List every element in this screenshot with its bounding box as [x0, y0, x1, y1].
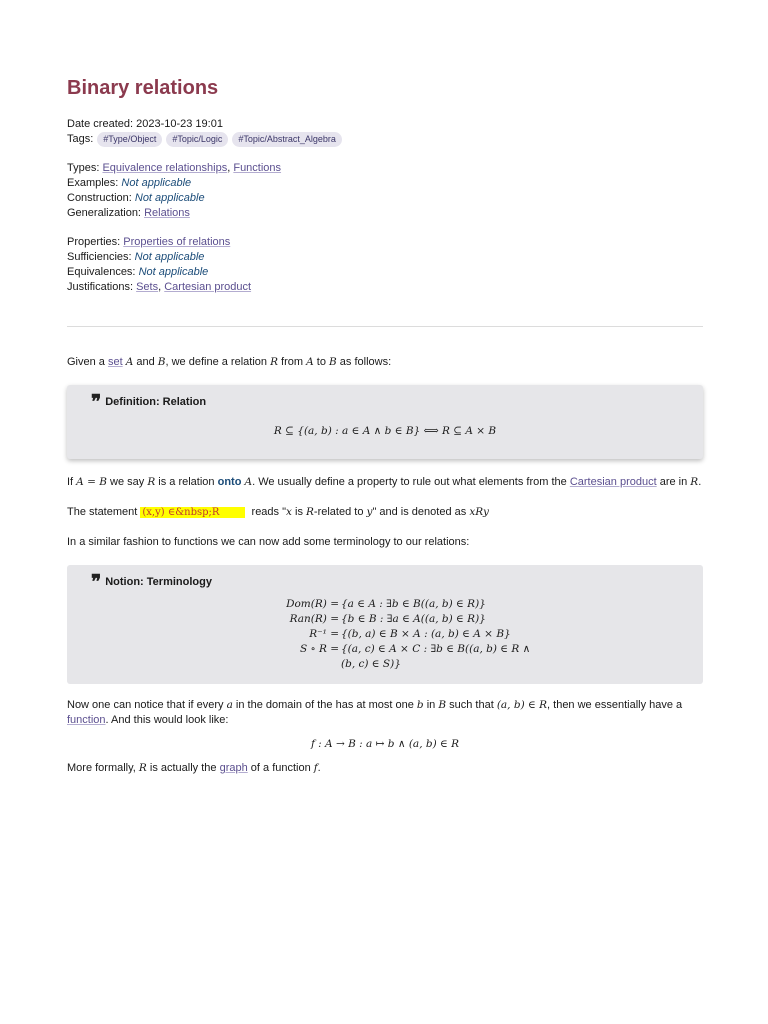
- intro-text-2: and: [133, 356, 158, 368]
- page-title: Binary relations: [67, 77, 219, 99]
- math-x: x: [286, 506, 292, 518]
- math-r-5: R: [138, 762, 147, 774]
- quote-icon-2: ❞: [91, 571, 102, 593]
- eq-row-inverse: [229, 627, 541, 642]
- eq-rhs-inverse: {(b, a) ∈ B × A : (a, b) ∈ A × B}: [341, 628, 511, 640]
- definition-title: Definition: Relation: [105, 396, 207, 408]
- onto-text-3: is a relation: [155, 476, 218, 488]
- similar-paragraph: In a similar fashion to functions we can now add some terminology to our relations:: [67, 536, 470, 548]
- notice-text-6: . And this would look like:: [105, 714, 229, 726]
- date-label: Date created:: [67, 118, 134, 130]
- eq-row-dom: [229, 597, 541, 612]
- types-label: Types:: [67, 162, 100, 174]
- math-r-2: R: [147, 476, 156, 488]
- terminology-title: Notion: Terminology: [105, 576, 212, 588]
- statement-text-1: The statement: [67, 506, 141, 518]
- examples-value: Not applicable: [121, 177, 192, 189]
- onto-text-1: If: [67, 476, 77, 488]
- link-cartesian-product[interactable]: Cartesian product: [164, 281, 252, 293]
- justifications-label: Justifications:: [67, 281, 134, 293]
- intro-text-6: as follows:: [336, 356, 392, 368]
- intro-text-3: , we define a relation: [165, 356, 271, 368]
- terminology-title-row: [91, 571, 679, 593]
- math-ab-in-r: (a, b) ∈ R: [496, 699, 548, 711]
- onto-text-4: . We usually define a property to rule out what elements from the: [252, 476, 570, 488]
- link-equivalence-relationships[interactable]: Equivalence relationships: [102, 162, 228, 174]
- equivalences-label: Equivalences:: [67, 266, 136, 278]
- eq-row-ran: [229, 612, 541, 627]
- notice-paragraph: [67, 698, 703, 728]
- eq-lhs-ran: Ran(R) =: [289, 613, 339, 625]
- math-b-2: B: [329, 356, 337, 368]
- statement-text-2: reads ": [251, 506, 287, 518]
- statement-text-4: -related to: [313, 506, 367, 518]
- link-graph[interactable]: graph: [219, 762, 248, 774]
- generalization-row: [67, 206, 703, 221]
- eq-rhs-ran: {b ∈ B : ∃a ∈ A((a, b) ∈ R)}: [341, 613, 486, 625]
- intro-text-1: Given a: [67, 356, 108, 368]
- terminology-equations: [91, 597, 679, 672]
- generalization-label: Generalization:: [67, 207, 141, 219]
- terminology-callout: [67, 565, 703, 684]
- examples-label: Examples:: [67, 177, 119, 189]
- construction-label: Construction:: [67, 192, 132, 204]
- math-a-3: A: [244, 476, 253, 488]
- tag-topic-logic[interactable]: #Topic/Logic: [166, 132, 228, 147]
- link-relations[interactable]: Relations: [144, 207, 190, 219]
- divider: [67, 326, 703, 327]
- eq-row-composition: [229, 642, 541, 672]
- types-row: Types: Equivalence relationships, Functions: [67, 162, 282, 174]
- properties-block: [67, 235, 703, 295]
- statement-text-3: is: [291, 506, 306, 518]
- onto-keyword: onto: [217, 476, 242, 488]
- definition-callout: [67, 385, 703, 459]
- math-r-3: R: [690, 476, 699, 488]
- notice-text-4: such that: [446, 699, 497, 711]
- tag-topic-abstract-algebra[interactable]: #Topic/Abstract_Algebra: [232, 132, 342, 147]
- sufficiencies-value: Not applicable: [134, 251, 205, 263]
- eq-rhs-composition: {(a, c) ∈ A × C : ∃b ∈ B((a, b) ∈ R ∧ (b, c) ∈ S)}: [341, 643, 531, 670]
- sufficiencies-row: [67, 250, 703, 265]
- properties-row: [67, 235, 703, 250]
- onto-text-5: are in: [656, 476, 691, 488]
- examples-row: [67, 176, 703, 191]
- sufficiencies-label: Sufficiencies:: [67, 251, 132, 263]
- definition-formula: R ⊆ {(a, b) : a ∈ A ∧ b ∈ B} ⟺ R ⊆ A × B: [273, 425, 497, 437]
- link-functions[interactable]: Functions: [233, 162, 282, 174]
- formally-text-4: .: [317, 762, 321, 774]
- eq-lhs-composition: S ∘ R =: [299, 643, 339, 655]
- notice-text-3: in: [423, 699, 439, 711]
- date-value: 2023-10-23 19:01: [136, 118, 223, 130]
- link-set[interactable]: set: [107, 356, 123, 368]
- properties-label: Properties:: [67, 236, 121, 248]
- statement-text-5: " and is denoted as: [372, 506, 470, 518]
- math-a-eq-b: A = B: [76, 476, 107, 488]
- notice-text-5: , then we essentially have a: [547, 699, 683, 711]
- justifications-row: Justifications: Sets, Cartesian product: [67, 281, 252, 293]
- math-b-3: B: [438, 699, 447, 711]
- equivalences-row: [67, 265, 703, 280]
- statement-paragraph: [67, 505, 703, 520]
- math-y: y: [366, 506, 373, 518]
- notice-text-2: in the domain of the has at most one: [232, 699, 417, 711]
- onto-text-6: .: [698, 476, 702, 488]
- formally-text-2: is actually the: [146, 762, 220, 774]
- intro-paragraph: [67, 355, 703, 370]
- formally-text-3: of a function: [247, 762, 314, 774]
- link-cartesian-product-2[interactable]: Cartesian product: [569, 476, 657, 488]
- math-f: f: [313, 762, 318, 774]
- tag-type-object[interactable]: #Type/Object: [97, 132, 162, 147]
- definition-title-row: [91, 391, 679, 413]
- onto-text-2: we say: [106, 476, 148, 488]
- eq-rhs-dom: {a ∈ A : ∃b ∈ B((a, b) ∈ R)}: [341, 598, 486, 610]
- notice-text-1: Now one can notice that if every: [67, 699, 227, 711]
- function-formula: f : A → B : a ↦ b ∧ (a, b) ∈ R: [310, 738, 460, 750]
- construction-row: [67, 191, 703, 206]
- eq-lhs-inverse: R⁻¹ =: [309, 628, 339, 640]
- tags-row: [67, 132, 703, 147]
- math-a-small: a: [226, 699, 233, 711]
- quote-icon: ❞: [91, 391, 102, 413]
- note-page: [67, 0, 703, 776]
- date-created: [67, 117, 703, 132]
- eq-lhs-dom: Dom(R) =: [286, 598, 339, 610]
- tags-label: Tags:: [67, 133, 94, 145]
- classification-block: [67, 161, 703, 221]
- math-a-2: A: [306, 356, 314, 368]
- link-sets[interactable]: Sets: [136, 281, 159, 293]
- math-xry: xRy: [469, 506, 489, 518]
- formally-paragraph: [67, 761, 703, 776]
- formally-text-1: More formally,: [67, 762, 139, 774]
- link-properties-of-relations[interactable]: Properties of relations: [123, 236, 231, 248]
- math-r: R: [270, 356, 278, 368]
- equivalences-value: Not applicable: [138, 266, 209, 278]
- intro-text-5: to: [313, 356, 329, 368]
- intro-text-4: from: [277, 356, 307, 368]
- highlighted-formula: (x,y) ∈&nbsp;R: [140, 507, 245, 518]
- link-function[interactable]: function: [67, 714, 106, 726]
- construction-value: Not applicable: [134, 192, 205, 204]
- onto-paragraph: [67, 475, 703, 490]
- math-b: B: [157, 356, 166, 368]
- math-b-small: b: [416, 699, 424, 711]
- math-r-4: R: [306, 506, 314, 518]
- math-a: A: [125, 356, 134, 368]
